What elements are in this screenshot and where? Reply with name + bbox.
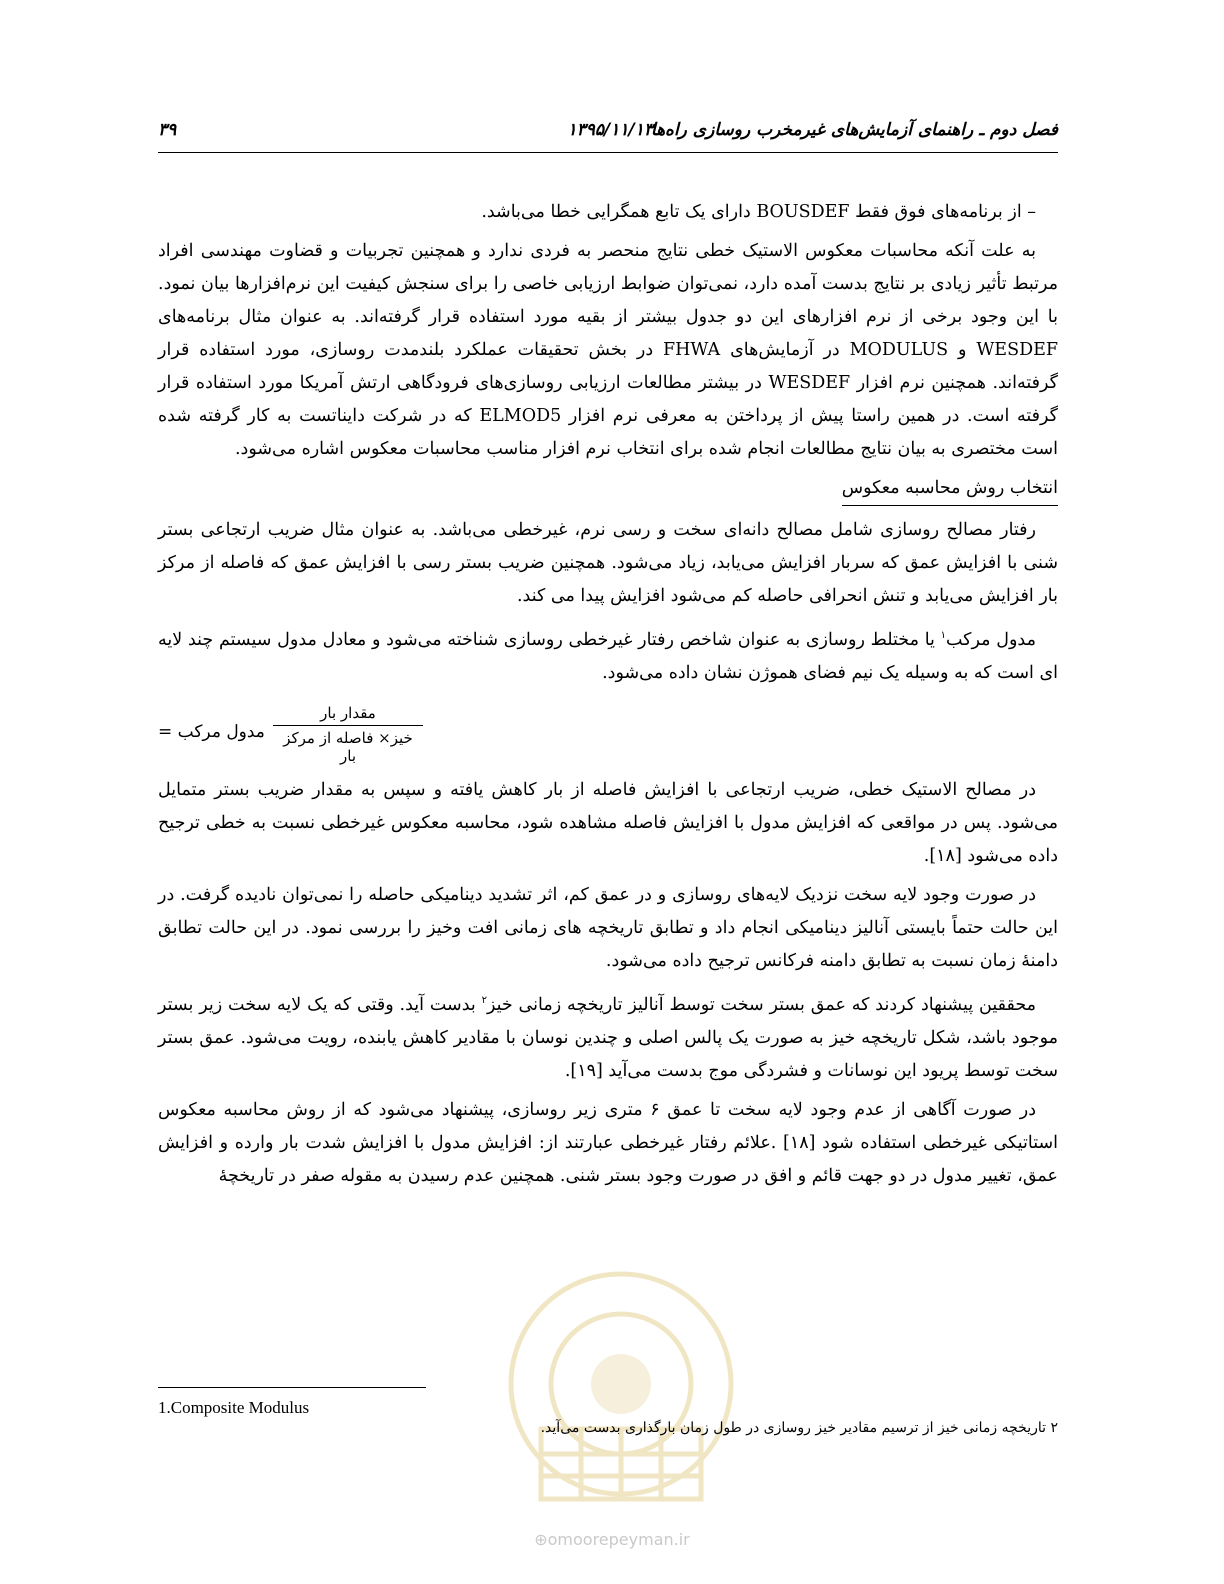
footnote-ref-2: ۲ [481,994,487,1006]
composite-modulus-formula [158,704,1058,764]
formula-numerator: مقدار بار [273,704,423,726]
paragraph-3-rest: یا مختلط روسازی به عنوان شاخص رفتار غیرخطی روسازی شناخته می‌شود و معادل مدول سیستم چند لایه ای است که به وسیله یک نیم فضای هموژن نشان داده می‌شود. [158,629,1058,683]
paragraph-3 [158,619,1058,690]
page-header [158,116,1058,153]
paragraph-3-start: مدول مرکب [946,629,1036,650]
paragraph-6 [158,984,1058,1088]
section-heading: انتخاب روش محاسبه معکوس [842,472,1058,506]
page-body [158,196,1058,1199]
formula-fraction [273,704,423,765]
page-number: ۳۹ [158,120,177,140]
paragraph-6-rest: بدست آید. وقتی که یک لایه سخت زیر بستر موجود باشد، شکل تاریخچه خیز به صورت یک پالس اصلی و چندین نوسان با مقادیر کاهش یابنده، رویت می‌شود. عمق بستر سخت توسط پریود این نوسانات و فشردگی موج بدست می‌آید [۱۹]. [158,994,1058,1081]
footnote-2: ۲ تاریخچه زمانی خیز از ترسیم مقادیر خیز روسازی در طول زمان بارگذاری بدست می‌آید. [540,1420,1058,1436]
paragraph-2: رفتار مصالح روسازی شامل مصالح دانه‌ای سخت و رسی نرم، غیرخطی می‌باشد. به عنوان مثال ضریب ارتجاعی بستر شنی با افزایش عمق که سربار افزایش می‌یابد، زیاد می‌شود. همچنین ضریب بستر رسی با افزایش عمق که فاصله از مرکز بار افزایش می‌یابد و تنش انحرافی حاصله کم می‌شود افزایش پیدا می کند. [158,520,1058,606]
globe-icon: ⊕ [534,1530,548,1549]
header-title: فصل دوم ـ راهنمای آزمایش‌های غیرمخرب روسازی راه‌ها [650,120,1058,140]
section-heading-wrap [158,472,1058,514]
paragraph-6-start: محققین پیشنهاد کردند که عمق بستر سخت توسط آنالیز تاریخچه زمانی خیز [486,994,1036,1015]
watermark-site-text: omoorepeyman.ir [547,1530,690,1549]
formula-denominator: خیز× فاصله از مرکز بار [283,728,413,765]
paragraph-4: در مصالح الاستیک خطی، ضریب ارتجاعی با افزایش فاصله از بار کاهش یافته و سپس به مقدار ضریب بستر متمایل می‌شود. پس در مواقعی که افزایش مدول با افزایش فاصله مشاهده شود، محاسبه معکوس غیرخطی نسبت به خطی ترجیح داده می‌شود [۱۸]. [158,779,1058,866]
paragraph-7: در صورت آگاهی از عدم وجود لایه سخت تا عمق ۶ متری زیر روسازی، پیشنهاد می‌شود که از روش محاسبه معکوس استاتیکی غیرخطی استفاده شود [۱۸] .علائم رفتار غیرخطی عبارتند از: افزایش مدول با افزایش شدت بار وارده و افزایش عمق، تغییر مدول در دو جهت قائم و افق در صورت وجود بستر شنی. همچنین عدم رسیدن به مقوله صفر در تاریخچهٔ [158,1099,1059,1186]
footnote-divider [158,1387,426,1388]
watermark-site [0,1530,1224,1549]
paragraph-1: به علت آنکه محاسبات معکوس الاستیک خطی نتایج منحصر به فردی ندارد و همچنین تجربیات و قضاوت مهندسی افراد مرتبط تأثیر زیادی بر نتایج بدست آمده دارد، نمی‌توان ضوابط ارزیابی خاصی را برای سنجش کیفیت این نرم‌افزارها بیان نمود. با این وجود برخی از نرم افزارهای این دو جدول بیشتر از بقیه مورد استفاده قرار گرفته‌اند. به عنوان مثال برنامه‌های WESDEF و MODULUS در آزمایش‌های FHWA در بخش تحقیقات عملکرد بلندمدت روسازی، مورد استفاده قرار گرفته‌اند. همچنین نرم افزار WESDEF در بیشتر مطالعات ارزیابی روسازی‌های فرودگاهی ارتش آمریکا مورد استفاده قرار گرفته است. در همین راستا پیش از پرداختن به معرفی نرم افزار ELMOD5 که در شرکت دایناتست به کار گرفته شده است مختصری به بیان نتایج مطالعات انجام شده برای انتخاب نرم افزار مناسب محاسبات معکوس اشاره می‌شود. [158,241,1059,459]
watermark-logo-icon [486,1244,756,1514]
formula-lhs: مدول مرکب = [158,721,265,742]
header-date: ۱۳۹۵/۱۱/۱۳ [567,120,653,140]
bullet-item: – از برنامه‌های فوق فقط BOUSDEF دارای یک تابع همگرایی خطا می‌باشد. [481,202,1036,222]
footnote-1: 1.Composite Modulus [158,1398,310,1417]
footnote-ref-1: ۱ [940,630,946,641]
paragraph-5: در صورت وجود لایه سخت نزدیک لایه‌های روسازی و در عمق کم، اثر تشدید دینامیکی حاصله را نمی‌توان نادیده گرفت. در این حالت حتماً بایستی آنالیز دینامیکی انجام داد و تطابق تاریخچه های زمانی افت وخیز را بررسی نمود. در این حالت تطابق دامنهٔ زمان نسبت به تطابق دامنه فرکانس ترجیح داده می‌شود. [158,884,1058,971]
